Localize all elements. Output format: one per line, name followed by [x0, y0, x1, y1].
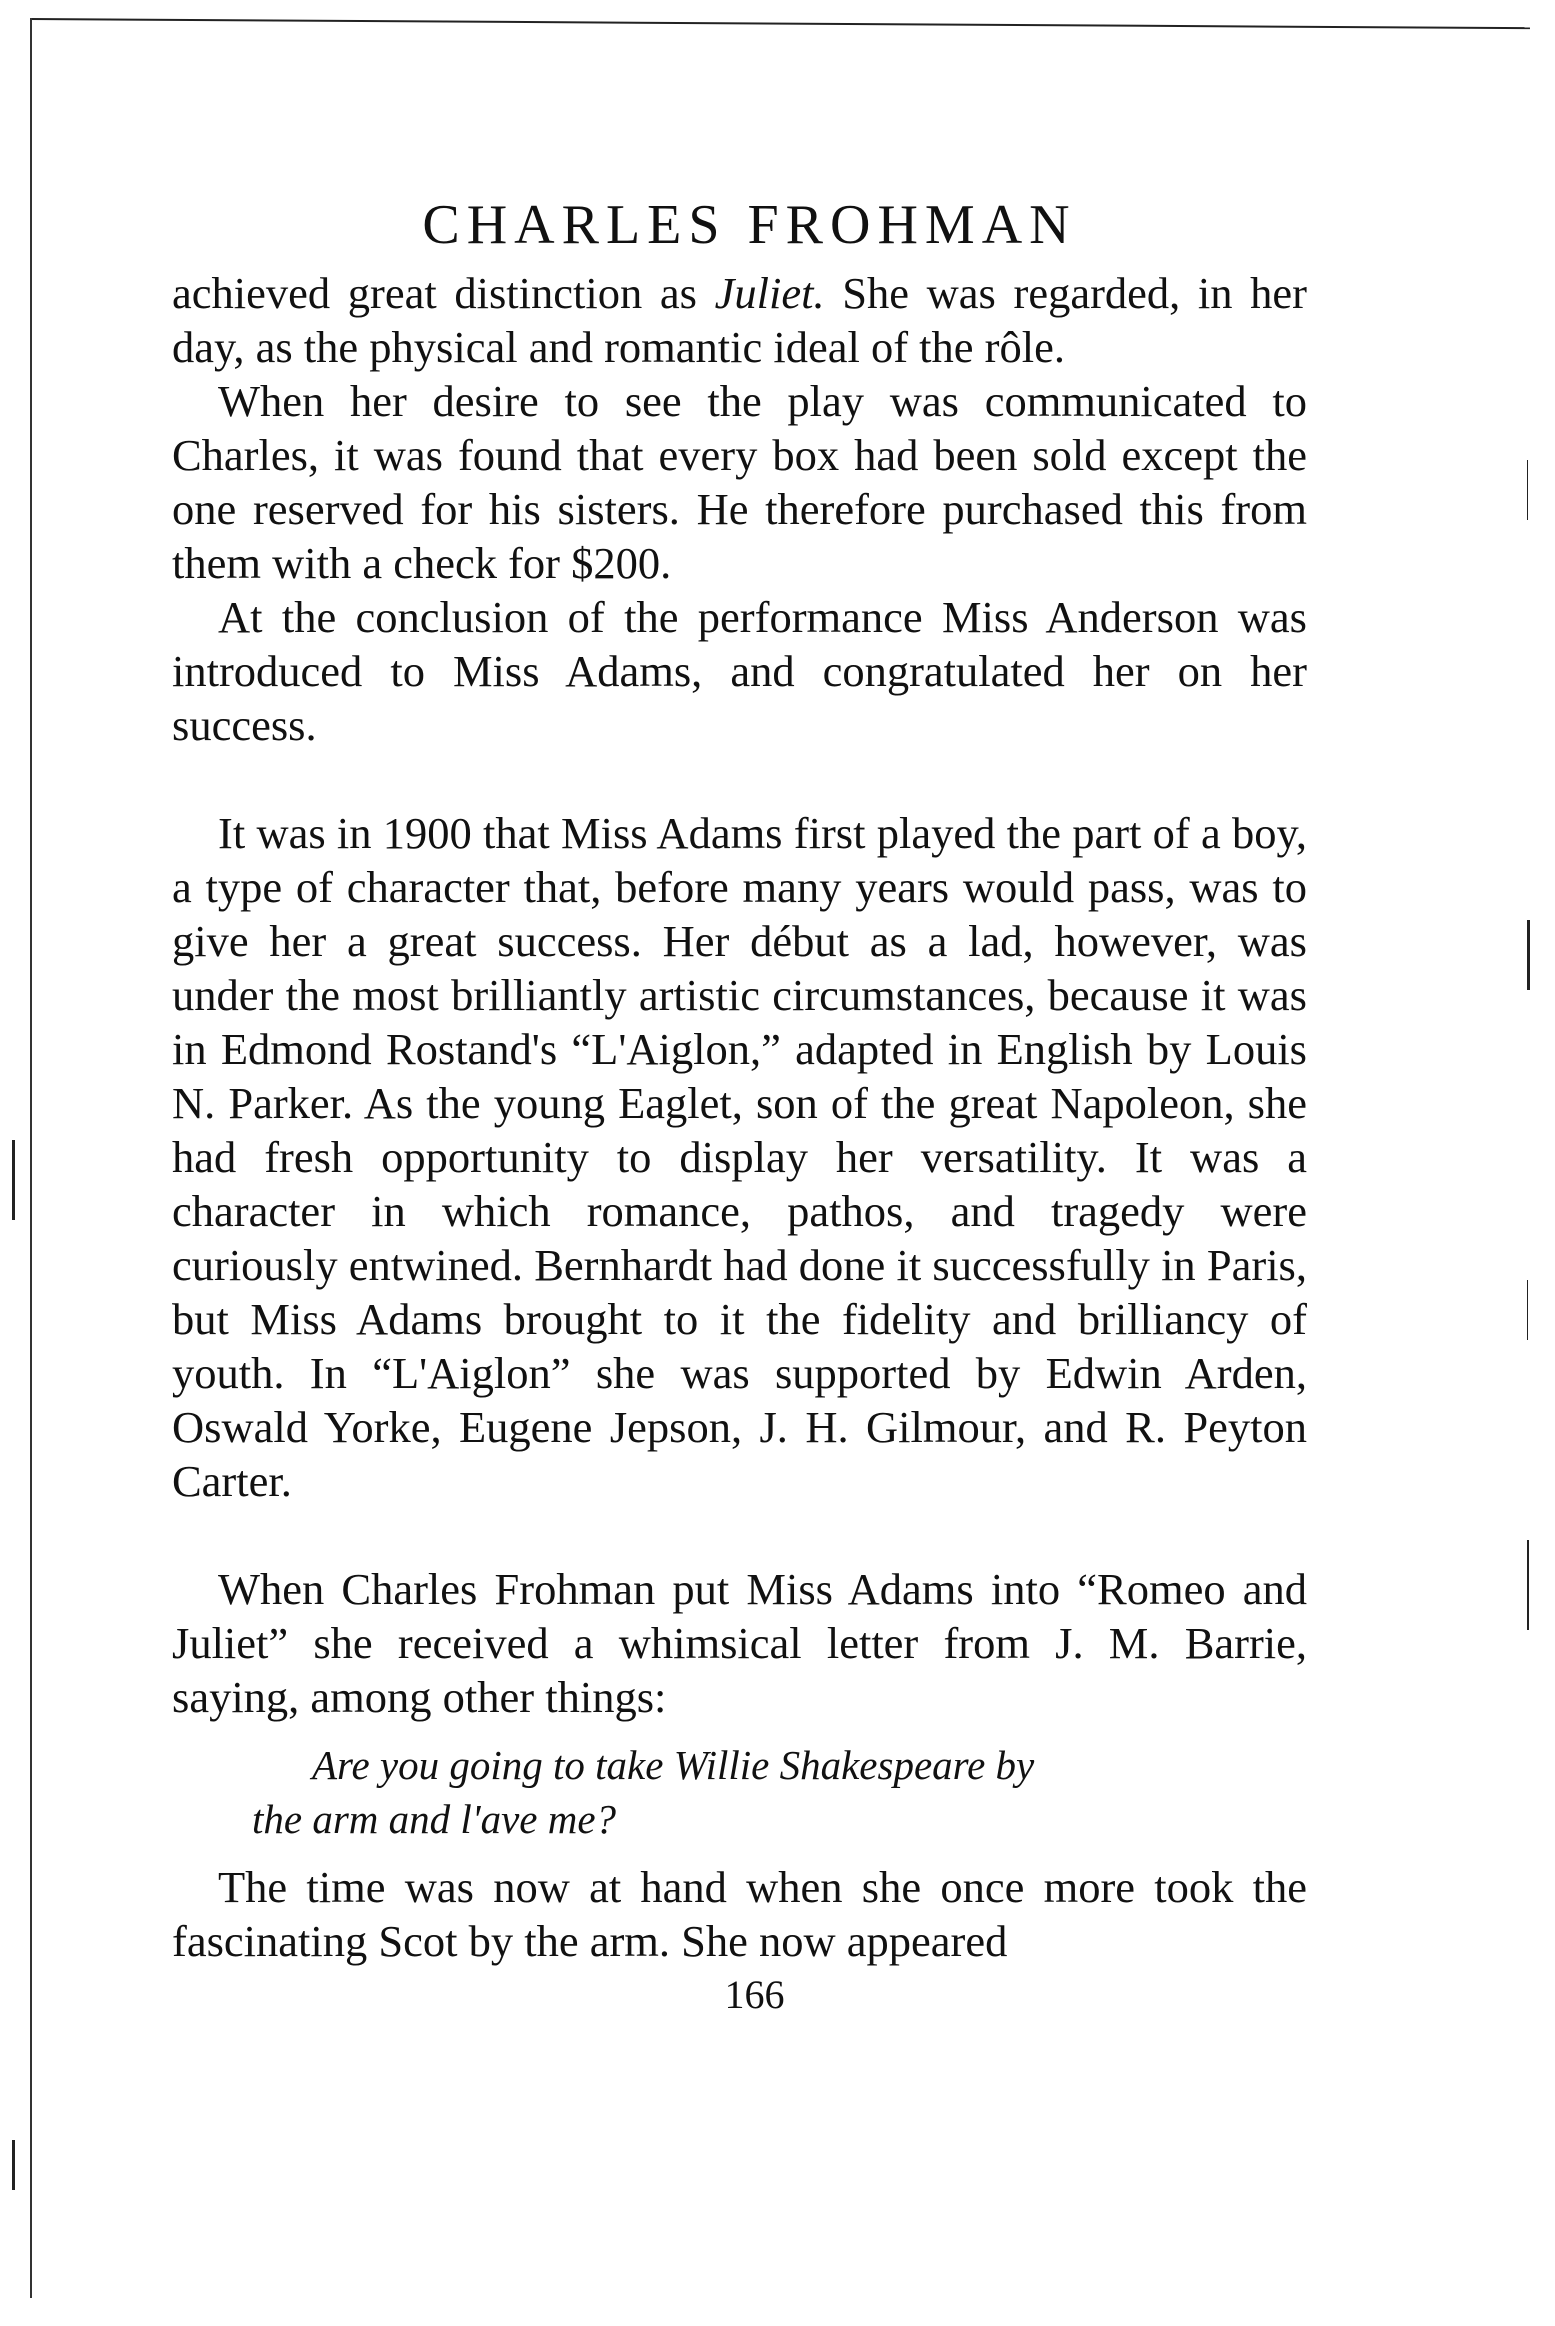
section-gap	[172, 1508, 1307, 1562]
scan-mark	[1527, 1280, 1528, 1340]
paragraph-4: It was in 1900 that Miss Adams first played the part of a boy, a type of character that, before many years would pass, was to give her a great success. Her début as a lad, however, was under the most brilliantly artistic circumstances, because it was in Edmond Rostand's “L'Aiglon,” adapted in English by Louis N. Parker. As the young Eaglet, son of the great Napoleon, she had fresh opportunity to display her versatility. It was a character in which romance, pathos, and tragedy were curiously entwined. Bernhardt had done it successfully in Paris, but Miss Adams brought to it the fidelity and brilliancy of youth. In “L'Aiglon” she was supported by Edwin Arden, Oswald Yorke, Eugene Jepson, J. H. Gilmour, and R. Peyton Carter.	[172, 808, 1307, 1506]
page-edge-left	[30, 18, 32, 2298]
paragraph-1-text: achieved great distinction as	[172, 268, 715, 318]
paragraph-1-text-end: She was regarded, in her day, as the physical and romantic ideal of the rôle.	[172, 268, 1308, 372]
scan-mark	[12, 2140, 15, 2190]
scan-mark	[1527, 920, 1530, 990]
paragraph-1	[172, 266, 1307, 374]
paragraph-2: When her desire to see the play was communicated to Charles, it was found that every box had been sold except the one reserved for his sisters. He therefore purchased this from them with a check for $200.	[172, 376, 1307, 588]
paragraph-6: The time was now at hand when she once more took the fascinating Scot by the arm. She now appeared	[172, 1862, 1307, 1966]
page-edge-top	[30, 18, 1530, 29]
barrie-quote	[252, 1738, 1212, 1846]
section-gap	[172, 752, 1307, 806]
juliet-emphasis: Juliet.	[714, 268, 825, 318]
paragraph-5: When Charles Frohman put Miss Adams into “Romeo and Juliet” she received a whimsical letter from J. M. Barrie, saying, among other things:	[172, 1564, 1307, 1722]
quote-line-2: the arm and l'ave me?	[252, 1796, 617, 1842]
page-number: 166	[724, 1972, 785, 2017]
quote-line-1: Are you going to take Willie Shakespeare by	[312, 1742, 1035, 1788]
running-head: CHARLES FROHMAN	[422, 194, 1077, 256]
scan-mark	[1527, 1540, 1529, 1630]
scan-mark	[12, 1140, 15, 1220]
book-page	[172, 190, 1307, 2020]
scan-mark	[1527, 460, 1528, 520]
paragraph-3: At the conclusion of the performance Miss Anderson was introduced to Miss Adams, and congratulated her on her success.	[172, 592, 1307, 750]
